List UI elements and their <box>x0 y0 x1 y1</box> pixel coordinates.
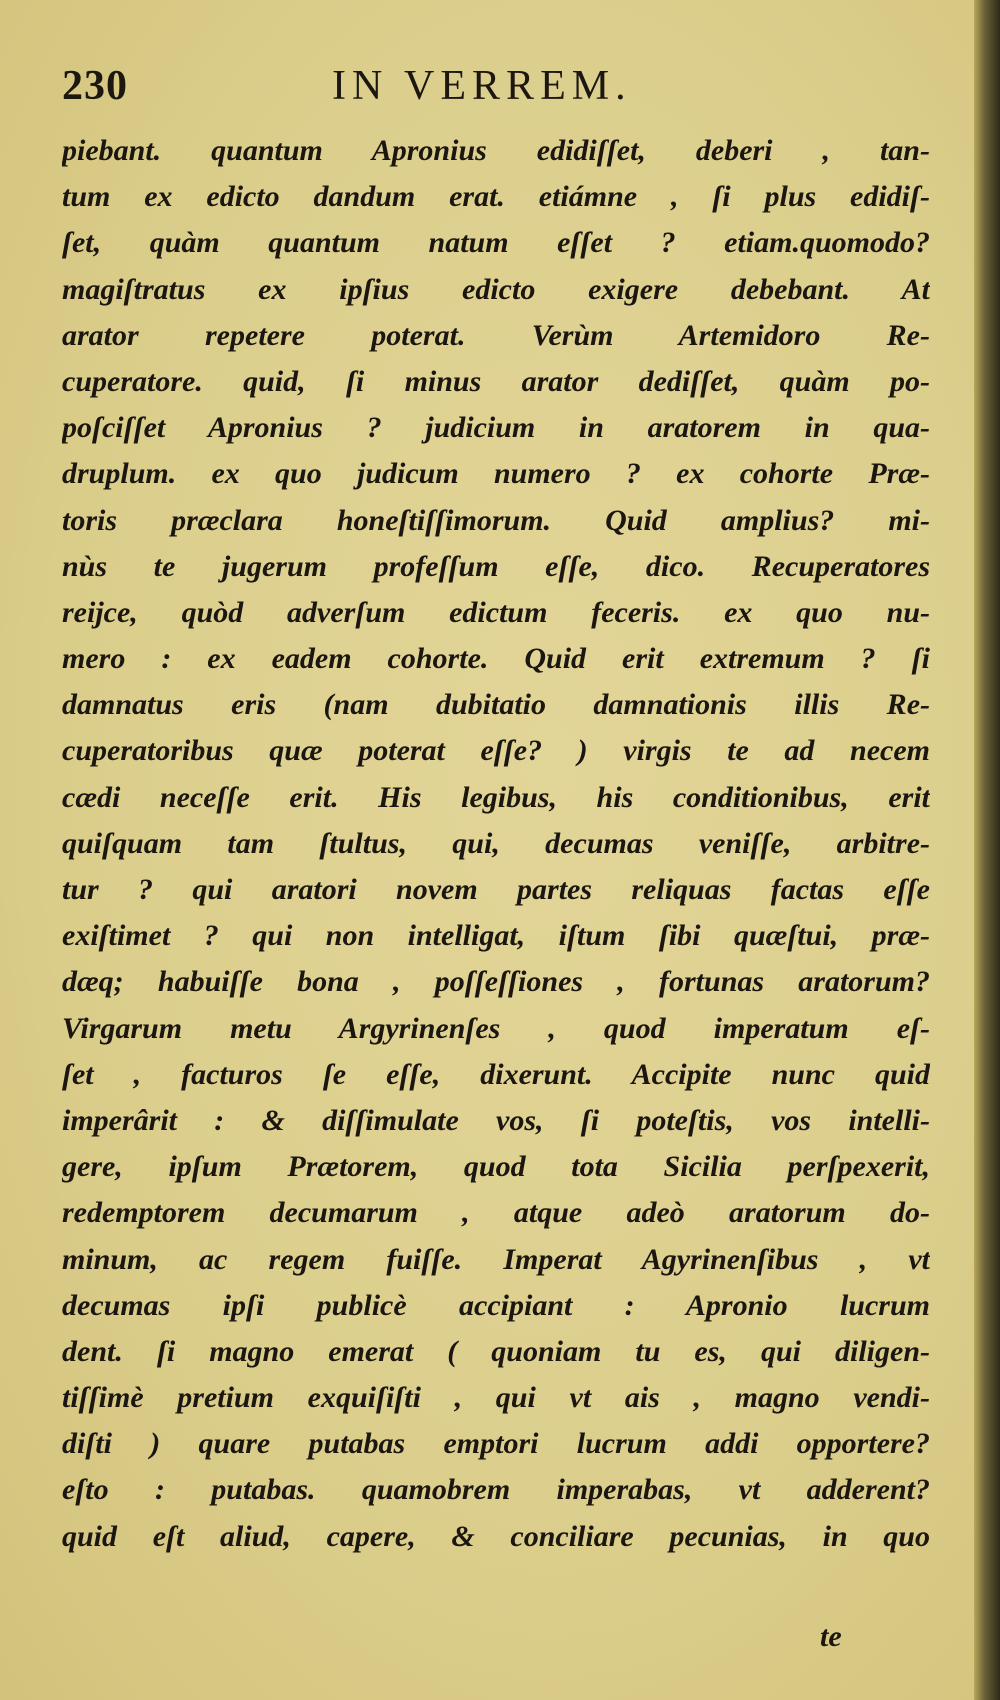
text-line: eſto : putabas. quamobrem imperabas, vt adderent? <box>62 1473 930 1507</box>
text-line: tur ? qui aratori novem partes reliquas factas eſſe <box>62 873 930 906</box>
text-line: arator repetere poterat. Verùm Artemidoro Re- <box>62 318 930 352</box>
text-line: ſet, quàm quantum natum eſſet ? etiam.quomodo? <box>62 226 930 260</box>
page-number: 230 <box>62 63 128 109</box>
text-line: tum ex edicto dandum erat. etiámne , ſi plus edidiſ- <box>62 180 930 214</box>
text-line: diſti ) quare putabas emptori lucrum addi opportere? <box>62 1427 930 1461</box>
text-line: cædi neceſſe erit. His legibus, his conditionibus, erit <box>62 780 930 814</box>
text-line: minum, ac regem fuiſſe. Imperat Agyrinenſibus , vt <box>62 1242 930 1276</box>
text-line: damnatus eris (nam dubitatio damnationis illis Re- <box>62 688 930 722</box>
running-head: IN VERREM. <box>332 63 632 109</box>
text-line: mero : ex eadem cohorte. Quid erit extremum ? ſi <box>62 642 930 676</box>
text-line: ſet , facturos ſe eſſe, dixerunt. Accipite nunc quid <box>62 1057 930 1091</box>
catchword: te <box>820 1620 842 1653</box>
text-line: redemptorem decumarum , atque adeò aratorum do- <box>62 1196 930 1230</box>
text-line: gere, ipſum Prætorem, quod tota Sicilia perſpexerit, <box>62 1150 930 1184</box>
text-line: dent. ſi magno emerat ( quoniam tu es, qui diligen- <box>62 1334 930 1368</box>
text-line: magiſtratus ex ipſius edicto exigere debebant. At <box>62 272 930 306</box>
text-line: decumas ipſi publicè accipiant : Apronio lucrum <box>62 1288 930 1322</box>
text-line: cuperatoribus quæ poterat eſſe? ) virgis te ad necem <box>62 734 930 768</box>
text-line: reijce, quòd adverſum edictum feceris. ex quo nu- <box>62 595 930 629</box>
text-line: nùs te jugerum profeſſum eſſe, dico. Recuperatores <box>62 549 930 583</box>
text-line: quiſquam tam ſtultus, qui, decumas veniſſe, arbitre- <box>62 826 930 860</box>
page-gutter-edge <box>974 0 1000 1700</box>
text-line: toris præclara honeſtiſſimorum. Quid amplius? mi- <box>62 503 930 537</box>
text-line: cuperatore. quid, ſi minus arator dediſſet, quàm po- <box>62 364 930 398</box>
body-text <box>62 128 930 1560</box>
text-line: dæq; habuiſſe bona , poſſeſſiones , fortunas aratorum? <box>62 965 930 999</box>
text-line: imperârit : & diſſimulate vos, ſi poteſtis, vos intelli- <box>62 1103 930 1137</box>
text-line: druplum. ex quo judicum numero ? ex cohorte Præ- <box>62 457 930 491</box>
text-line: quid eſt aliud, capere, & conciliare pecunias, in quo <box>62 1519 930 1553</box>
text-line: poſciſſet Apronius ? judicium in aratorem in qua- <box>62 411 930 445</box>
text-line: tiſſimè pretium exquiſiſti , qui vt ais , magno vendi- <box>62 1381 930 1415</box>
text-line: exiſtimet ? qui non intelligat, iſtum ſibi quæſtui, præ- <box>62 919 930 953</box>
text-line: Virgarum metu Argyrinenſes , quod imperatum eſ- <box>62 1011 930 1045</box>
text-line: piebant. quantum Apronius edidiſſet, deberi , tan- <box>62 134 930 167</box>
page-header <box>62 62 962 112</box>
